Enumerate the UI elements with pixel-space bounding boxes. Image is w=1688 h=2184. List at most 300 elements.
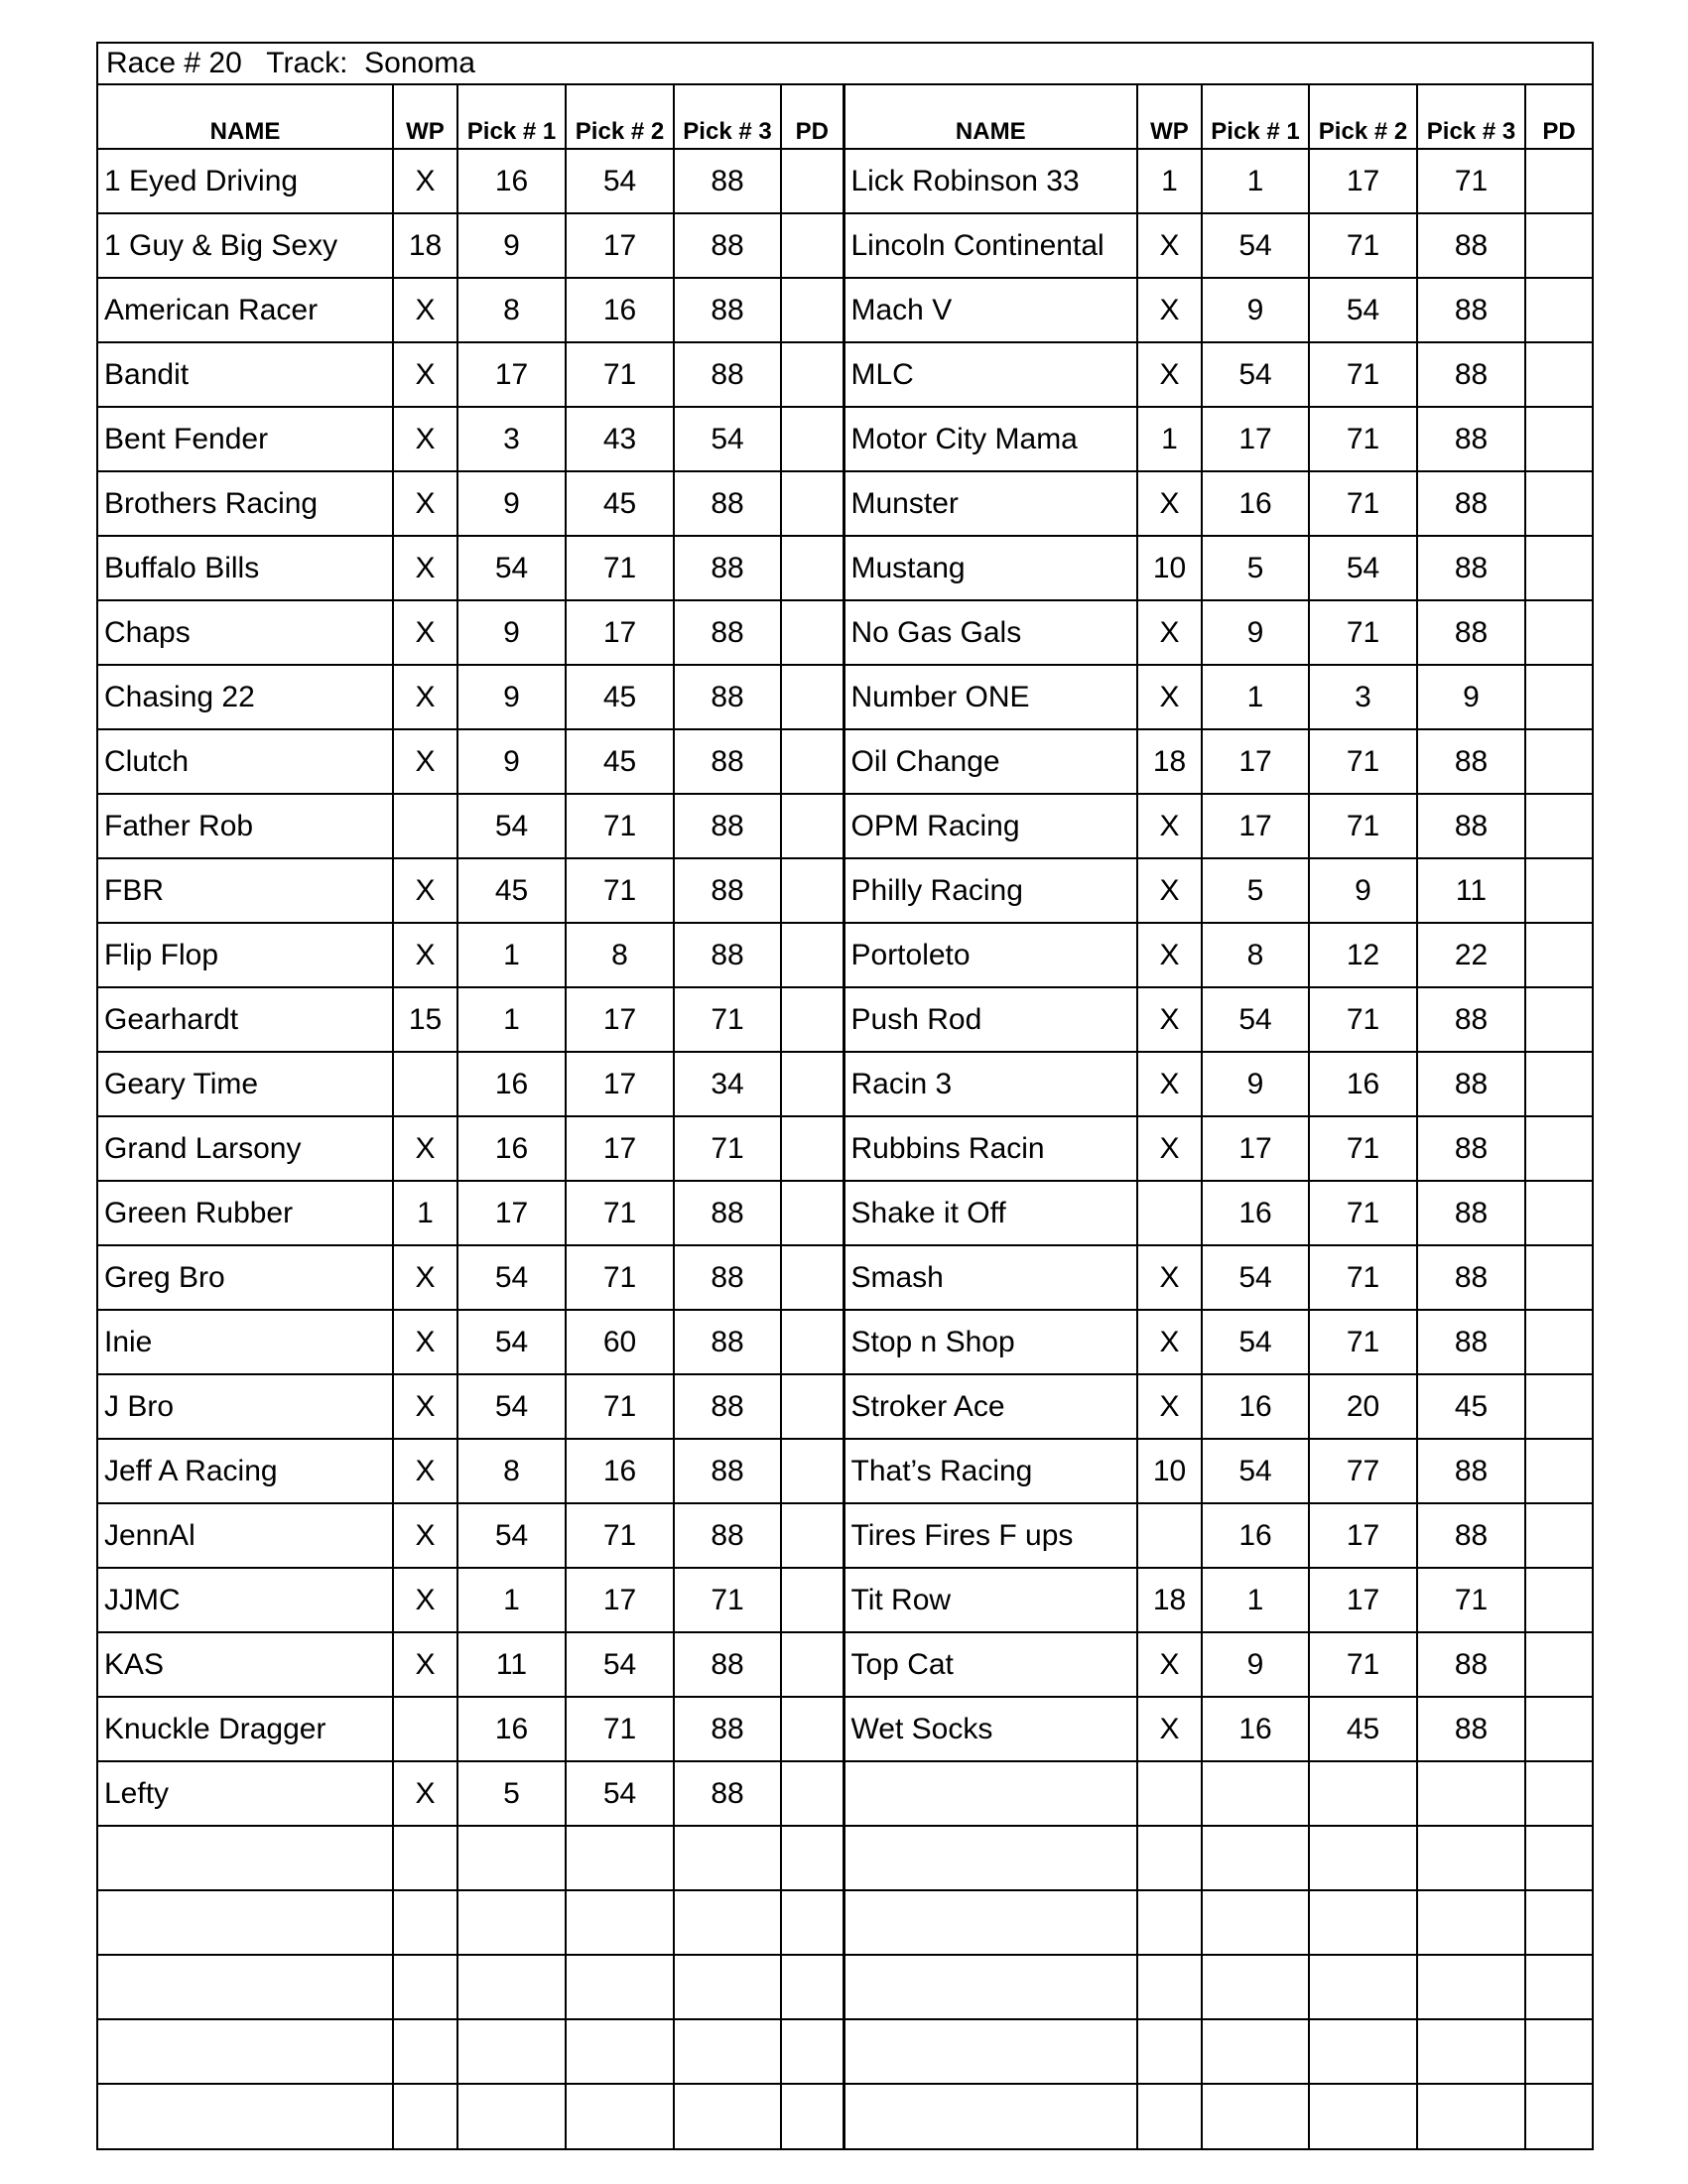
entry-name	[844, 1955, 1137, 2019]
entry-wp: X	[393, 600, 457, 665]
entry-pick3: 88	[1417, 1503, 1525, 1568]
entry-pick1: 8	[1202, 923, 1309, 987]
entry-pick3: 88	[674, 665, 781, 729]
entry-pick2: 9	[1309, 858, 1417, 923]
col-header-name: NAME	[844, 85, 1137, 149]
entry-pick2: 54	[566, 1632, 674, 1697]
entry-wp: X	[393, 1632, 457, 1697]
entry-pick1: 54	[457, 794, 566, 858]
entry-name: Smash	[844, 1245, 1137, 1310]
entry-name: Clutch	[98, 729, 393, 794]
entry-wp: X	[393, 471, 457, 536]
entry-pick3: 88	[674, 923, 781, 987]
entry-wp: X	[393, 858, 457, 923]
col-header-pick2: Pick # 2	[1309, 85, 1417, 149]
entry-pick2: 71	[566, 794, 674, 858]
entry-pick1: 16	[457, 1116, 566, 1181]
entry-wp: X	[1137, 1310, 1202, 1374]
table-row	[98, 1052, 1592, 1116]
entry-name: MLC	[844, 342, 1137, 407]
entry-pick3: 88	[1417, 1116, 1525, 1181]
entry-name: Tit Row	[844, 1568, 1137, 1632]
entry-name: Push Rod	[844, 987, 1137, 1052]
table-row	[98, 1761, 1592, 1826]
entry-pick1: 54	[1202, 1245, 1309, 1310]
entry-pick1	[1202, 1761, 1309, 1826]
entry-wp: X	[1137, 665, 1202, 729]
entry-pick3: 88	[674, 1245, 781, 1310]
entry-pd	[1525, 1890, 1592, 1955]
race-title-bar	[98, 44, 1592, 85]
entry-pick1: 16	[1202, 1374, 1309, 1439]
entry-pd	[781, 278, 844, 342]
entry-pd	[781, 1955, 844, 2019]
col-header-wp: WP	[1137, 85, 1202, 149]
entry-pick1: 54	[457, 1503, 566, 1568]
entry-wp: 1	[393, 1181, 457, 1245]
entry-pd	[1525, 342, 1592, 407]
entry-wp: X	[393, 1245, 457, 1310]
entry-pick3: 88	[1417, 342, 1525, 407]
entry-pd	[1525, 1116, 1592, 1181]
entry-pd	[781, 1761, 844, 1826]
entry-pick3: 88	[674, 1439, 781, 1503]
entry-pick1	[1202, 1826, 1309, 1890]
entry-pick2	[566, 2019, 674, 2084]
entry-wp: X	[1137, 213, 1202, 278]
entry-pick1: 16	[1202, 1503, 1309, 1568]
entry-name: Top Cat	[844, 1632, 1137, 1697]
entry-pick1: 45	[457, 858, 566, 923]
entry-pd	[781, 794, 844, 858]
entry-pick1: 16	[1202, 471, 1309, 536]
entry-wp	[1137, 1890, 1202, 1955]
entry-wp: X	[393, 1116, 457, 1181]
entry-pd	[781, 987, 844, 1052]
table-row	[98, 278, 1592, 342]
entry-pd	[1525, 213, 1592, 278]
entry-name: Number ONE	[844, 665, 1137, 729]
entry-pick3: 34	[674, 1052, 781, 1116]
entry-pick2: 71	[1309, 729, 1417, 794]
entry-name	[98, 1826, 393, 1890]
entry-pd	[1525, 1697, 1592, 1761]
entry-wp: X	[1137, 858, 1202, 923]
entry-pd	[1525, 1374, 1592, 1439]
entry-name: Gearhardt	[98, 987, 393, 1052]
entry-wp: 18	[1137, 1568, 1202, 1632]
entry-pick2: 3	[1309, 665, 1417, 729]
col-header-pd: PD	[1525, 85, 1592, 149]
entry-name: Bandit	[98, 342, 393, 407]
table-row	[98, 213, 1592, 278]
table-row	[98, 858, 1592, 923]
entry-pick2: 71	[1309, 1181, 1417, 1245]
entry-pick3: 88	[1417, 407, 1525, 471]
entry-wp	[1137, 1826, 1202, 1890]
entry-name: Motor City Mama	[844, 407, 1137, 471]
entry-wp: X	[1137, 278, 1202, 342]
entry-name	[98, 2019, 393, 2084]
entry-pd	[781, 149, 844, 213]
entry-name: Stop n Shop	[844, 1310, 1137, 1374]
entry-pick1: 54	[457, 1245, 566, 1310]
entry-pick2: 45	[1309, 1697, 1417, 1761]
entry-pd	[1525, 2084, 1592, 2148]
entry-pick1	[1202, 2019, 1309, 2084]
entry-pd	[781, 2084, 844, 2148]
entry-wp: 18	[1137, 729, 1202, 794]
entry-wp: X	[1137, 794, 1202, 858]
table-row	[98, 1116, 1592, 1181]
entry-pick1: 1	[1202, 665, 1309, 729]
entry-pick2	[1309, 1826, 1417, 1890]
entry-pick1: 5	[1202, 858, 1309, 923]
entry-pick2	[566, 1890, 674, 1955]
entry-pick2: 71	[566, 1697, 674, 1761]
entry-pd	[1525, 858, 1592, 923]
entry-pd	[781, 1116, 844, 1181]
entry-pd	[781, 1439, 844, 1503]
entry-pick1: 1	[457, 1568, 566, 1632]
entry-name: Buffalo Bills	[98, 536, 393, 600]
entry-name	[98, 2084, 393, 2148]
entry-pick1: 3	[457, 407, 566, 471]
entry-name	[98, 1955, 393, 2019]
table-row	[98, 1374, 1592, 1439]
entry-wp	[393, 794, 457, 858]
entry-pick3: 88	[674, 1503, 781, 1568]
col-header-wp: WP	[393, 85, 457, 149]
entry-pick2: 17	[566, 600, 674, 665]
entry-pick1: 17	[1202, 1116, 1309, 1181]
entry-name: Mustang	[844, 536, 1137, 600]
entry-pick2: 8	[566, 923, 674, 987]
entry-name: Lincoln Continental	[844, 213, 1137, 278]
entry-pd	[781, 536, 844, 600]
entry-name: American Racer	[98, 278, 393, 342]
entry-pick1: 17	[1202, 407, 1309, 471]
picks-table	[98, 85, 1592, 2148]
entry-wp: X	[393, 407, 457, 471]
entry-pick1: 9	[1202, 600, 1309, 665]
entry-name: Munster	[844, 471, 1137, 536]
entry-pick3: 71	[674, 1568, 781, 1632]
entry-wp: X	[393, 149, 457, 213]
entry-wp: X	[1137, 1374, 1202, 1439]
entry-pick3	[674, 1826, 781, 1890]
entry-pd	[781, 471, 844, 536]
entry-pick2: 71	[1309, 1245, 1417, 1310]
entry-pick1: 17	[1202, 794, 1309, 858]
entry-wp: X	[1137, 1632, 1202, 1697]
entry-pick2: 71	[1309, 1310, 1417, 1374]
entry-name: Geary Time	[98, 1052, 393, 1116]
entry-pick1: 17	[457, 1181, 566, 1245]
entry-wp	[1137, 1181, 1202, 1245]
entry-pd	[781, 600, 844, 665]
entry-pick3: 88	[1417, 278, 1525, 342]
entry-wp: 18	[393, 213, 457, 278]
table-row	[98, 665, 1592, 729]
table-row	[98, 923, 1592, 987]
entry-pick3	[674, 2084, 781, 2148]
entry-pick1: 54	[1202, 342, 1309, 407]
entry-pd	[1525, 1761, 1592, 1826]
entry-name: Tires Fires F ups	[844, 1503, 1137, 1568]
entry-pick2: 71	[1309, 794, 1417, 858]
entry-name: Father Rob	[98, 794, 393, 858]
entry-pick3: 9	[1417, 665, 1525, 729]
entry-pick3: 88	[1417, 729, 1525, 794]
column-header-row	[98, 85, 1592, 149]
entry-pick2	[1309, 1761, 1417, 1826]
entry-wp: 10	[1137, 1439, 1202, 1503]
entry-pick1	[457, 1890, 566, 1955]
entry-pick2: 45	[566, 729, 674, 794]
table-row	[98, 1697, 1592, 1761]
entry-name: Philly Racing	[844, 858, 1137, 923]
entry-pick3: 88	[674, 1181, 781, 1245]
entry-name: That’s Racing	[844, 1439, 1137, 1503]
entry-pick2: 71	[1309, 600, 1417, 665]
entry-pd	[781, 1310, 844, 1374]
entry-name: Shake it Off	[844, 1181, 1137, 1245]
entry-pick2: 16	[1309, 1052, 1417, 1116]
entry-pick1: 1	[457, 987, 566, 1052]
entry-pick2: 71	[566, 1503, 674, 1568]
entry-pd	[781, 2019, 844, 2084]
track-label: Track:	[266, 47, 348, 79]
table-row	[98, 1826, 1592, 1890]
entry-pick1	[457, 2084, 566, 2148]
entry-name: Green Rubber	[98, 1181, 393, 1245]
entry-pick1	[1202, 2084, 1309, 2148]
entry-pd	[781, 213, 844, 278]
entry-pick2: 17	[566, 987, 674, 1052]
entry-pick1: 54	[1202, 987, 1309, 1052]
entry-wp: X	[393, 729, 457, 794]
entry-pick2: 77	[1309, 1439, 1417, 1503]
table-row	[98, 729, 1592, 794]
entry-pick3: 88	[1417, 1439, 1525, 1503]
entry-pd	[781, 407, 844, 471]
entry-name: Greg Bro	[98, 1245, 393, 1310]
entry-name	[844, 1890, 1137, 1955]
entry-wp	[393, 1697, 457, 1761]
entry-pick3: 88	[1417, 1052, 1525, 1116]
entry-pd	[1525, 987, 1592, 1052]
entry-name: 1 Eyed Driving	[98, 149, 393, 213]
entry-pd	[781, 1568, 844, 1632]
entry-pick3: 88	[1417, 1697, 1525, 1761]
entry-pick1: 54	[1202, 1439, 1309, 1503]
table-row	[98, 2019, 1592, 2084]
entry-pick2: 54	[1309, 536, 1417, 600]
entry-pick2: 71	[1309, 1116, 1417, 1181]
col-header-pick1: Pick # 1	[457, 85, 566, 149]
entry-wp: X	[393, 1310, 457, 1374]
entry-pick3	[674, 2019, 781, 2084]
entry-pick3: 88	[674, 149, 781, 213]
entry-pick1: 9	[457, 665, 566, 729]
entry-pick2: 60	[566, 1310, 674, 1374]
col-header-pd: PD	[781, 85, 844, 149]
entry-pick2: 71	[566, 1181, 674, 1245]
entry-pick3: 88	[674, 794, 781, 858]
entry-pick1	[1202, 1890, 1309, 1955]
entry-pick2: 54	[1309, 278, 1417, 342]
col-header-pick3: Pick # 3	[674, 85, 781, 149]
entry-name: Lefty	[98, 1761, 393, 1826]
race-picks-sheet	[96, 42, 1594, 2150]
table-row	[98, 1890, 1592, 1955]
entry-pick2: 43	[566, 407, 674, 471]
entry-wp: X	[393, 1439, 457, 1503]
entry-pick2: 71	[1309, 987, 1417, 1052]
entry-pick2	[1309, 2084, 1417, 2148]
entry-pick3: 11	[1417, 858, 1525, 923]
entry-pick2: 16	[566, 1439, 674, 1503]
table-row	[98, 1955, 1592, 2019]
table-row	[98, 1632, 1592, 1697]
entry-pick2: 17	[566, 1116, 674, 1181]
entry-wp: X	[1137, 923, 1202, 987]
entry-pd	[781, 923, 844, 987]
entry-pick1: 9	[457, 729, 566, 794]
entry-pd	[781, 1890, 844, 1955]
entry-pick3: 88	[674, 1374, 781, 1439]
entry-pd	[1525, 923, 1592, 987]
entry-pick3: 71	[1417, 1568, 1525, 1632]
entry-pick1: 11	[457, 1632, 566, 1697]
entry-name: Rubbins Racin	[844, 1116, 1137, 1181]
entry-name: Inie	[98, 1310, 393, 1374]
entry-pick2: 71	[566, 858, 674, 923]
entry-wp: X	[1137, 600, 1202, 665]
entry-pick2: 54	[566, 1761, 674, 1826]
entry-pick1: 9	[457, 600, 566, 665]
entry-pick3: 88	[674, 471, 781, 536]
entry-pd	[1525, 536, 1592, 600]
entry-wp	[393, 1955, 457, 2019]
entry-pick2: 71	[1309, 1632, 1417, 1697]
entry-pick2: 17	[566, 1052, 674, 1116]
entry-pick1: 16	[457, 1052, 566, 1116]
entry-pick3: 88	[674, 600, 781, 665]
entry-pick3: 88	[674, 1761, 781, 1826]
entry-wp: 1	[1137, 149, 1202, 213]
entry-name: Grand Larsony	[98, 1116, 393, 1181]
entry-name: Oil Change	[844, 729, 1137, 794]
entry-wp: X	[393, 923, 457, 987]
entry-pick2: 71	[1309, 471, 1417, 536]
entry-name: Wet Socks	[844, 1697, 1137, 1761]
entry-pick2: 71	[566, 342, 674, 407]
entry-wp	[393, 2084, 457, 2148]
entry-pick3: 88	[674, 342, 781, 407]
entry-wp: X	[393, 1503, 457, 1568]
entry-wp: X	[393, 1761, 457, 1826]
entry-pick3: 88	[674, 278, 781, 342]
entry-pd	[1525, 149, 1592, 213]
entry-wp: X	[1137, 1116, 1202, 1181]
entry-pick2: 17	[1309, 1568, 1417, 1632]
entry-pick3: 88	[1417, 1245, 1525, 1310]
entry-pick1: 9	[457, 213, 566, 278]
entry-pick3: 45	[1417, 1374, 1525, 1439]
entry-name: JennAl	[98, 1503, 393, 1568]
entry-pick1: 16	[1202, 1181, 1309, 1245]
entry-name: Knuckle Dragger	[98, 1697, 393, 1761]
entry-wp	[1137, 2084, 1202, 2148]
entry-pick2: 71	[1309, 213, 1417, 278]
table-row	[98, 471, 1592, 536]
entry-pick3	[674, 1890, 781, 1955]
entry-pick1: 9	[1202, 1632, 1309, 1697]
entry-name: KAS	[98, 1632, 393, 1697]
entry-pd	[1525, 1503, 1592, 1568]
entry-pd	[781, 665, 844, 729]
entry-pick2	[566, 1826, 674, 1890]
entry-pick2: 71	[566, 1245, 674, 1310]
entry-name: OPM Racing	[844, 794, 1137, 858]
entry-pd	[1525, 1052, 1592, 1116]
entry-pick3: 88	[1417, 1181, 1525, 1245]
entry-wp: X	[393, 1374, 457, 1439]
entry-pick3	[1417, 1761, 1525, 1826]
table-row	[98, 1245, 1592, 1310]
entry-pick3	[1417, 2084, 1525, 2148]
entry-pick2	[1309, 1890, 1417, 1955]
entry-pd	[1525, 1632, 1592, 1697]
table-row	[98, 987, 1592, 1052]
entry-pick1: 1	[1202, 149, 1309, 213]
entry-pick3: 88	[674, 858, 781, 923]
entry-wp	[393, 1052, 457, 1116]
entry-pick3: 88	[674, 213, 781, 278]
entry-pick1: 9	[457, 471, 566, 536]
entry-wp	[1137, 1955, 1202, 2019]
entry-pick3: 54	[674, 407, 781, 471]
table-row	[98, 1503, 1592, 1568]
entry-wp	[1137, 1503, 1202, 1568]
entry-pick1: 16	[457, 149, 566, 213]
entry-pick2: 12	[1309, 923, 1417, 987]
entry-wp: 10	[1137, 536, 1202, 600]
entry-pd	[1525, 729, 1592, 794]
entry-pick3	[674, 1955, 781, 2019]
col-header-pick1: Pick # 1	[1202, 85, 1309, 149]
entry-pick1: 8	[457, 1439, 566, 1503]
table-row	[98, 600, 1592, 665]
entry-wp	[393, 1890, 457, 1955]
entry-pd	[1525, 600, 1592, 665]
entry-pd	[781, 1826, 844, 1890]
entry-pick3: 88	[1417, 987, 1525, 1052]
entry-pick3: 88	[1417, 213, 1525, 278]
entry-name: Brothers Racing	[98, 471, 393, 536]
entry-pick1: 16	[457, 1697, 566, 1761]
entry-pick2	[566, 1955, 674, 2019]
entry-pd	[1525, 407, 1592, 471]
entry-pd	[781, 1052, 844, 1116]
entry-pick3	[1417, 1826, 1525, 1890]
entry-pick1: 9	[1202, 278, 1309, 342]
table-row	[98, 1568, 1592, 1632]
entry-pick3	[1417, 2019, 1525, 2084]
race-number: 20	[208, 47, 242, 79]
